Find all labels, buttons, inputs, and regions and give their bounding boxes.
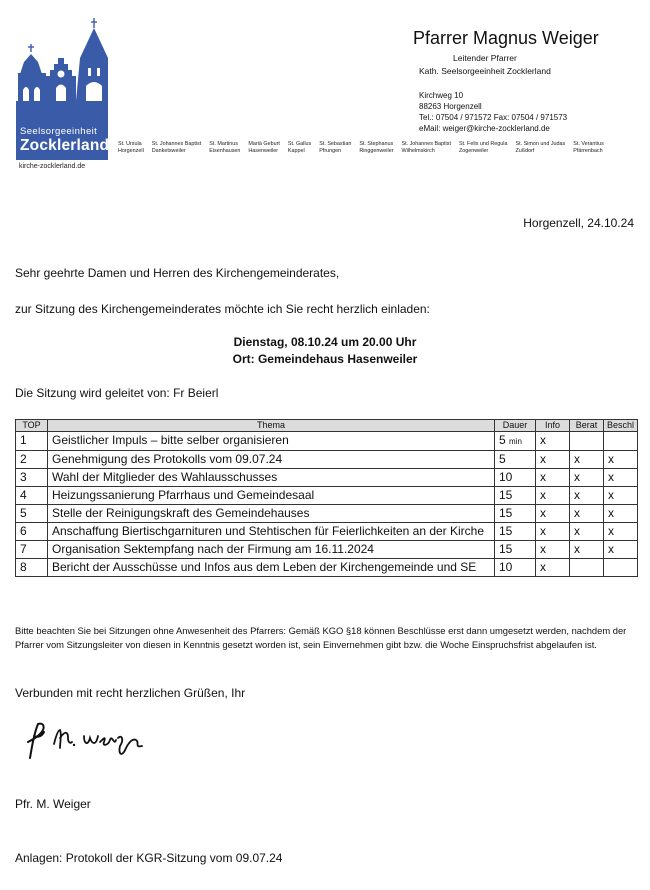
intro-text: zur Sitzung des Kirchengemeinderates möchte ich Sie recht herzlich einladen:: [15, 302, 430, 316]
parish-item: St. Ursula Horgenzell: [118, 141, 144, 154]
cell-berat: x: [569, 541, 603, 559]
handwritten-signature: [24, 718, 154, 769]
website-url: kirche-zocklerland.de: [19, 163, 86, 170]
cell-thema: Heizungssanierung Pfarrhaus und Gemeindesaal: [48, 487, 495, 505]
table-row: [16, 487, 638, 505]
cell-dauer: 10: [494, 469, 535, 487]
table-row: [16, 523, 638, 541]
cell-info: x: [535, 469, 569, 487]
cell-thema: Anschaffung Biertischgarnituren und Stehtischen für Feierlichkeiten an der Kirche: [48, 523, 495, 541]
signer-name: Pfr. M. Weiger: [15, 797, 91, 811]
cell-top: 3: [16, 469, 48, 487]
address-city: 88263 Horgenzell: [419, 102, 482, 111]
parish-item: St. Sebastian Pfrungen: [319, 141, 352, 154]
signature-icon: [24, 718, 154, 764]
header-berat: Berat: [569, 420, 603, 432]
cell-dauer: 15: [494, 523, 535, 541]
cell-info: x: [535, 487, 569, 505]
cell-top: 8: [16, 559, 48, 577]
cell-berat: x: [569, 523, 603, 541]
cell-top: 2: [16, 451, 48, 469]
parish-item: St. Martinus Eisenhausen: [209, 141, 241, 154]
cell-beschl: x: [603, 487, 637, 505]
salutation: Sehr geehrte Damen und Herren des Kirchengemeinderates,: [15, 266, 340, 280]
cell-thema: Genehmigung des Protokolls vom 09.07.24: [48, 451, 495, 469]
table-row: [16, 432, 638, 451]
cell-info: x: [535, 559, 569, 577]
cell-berat: [569, 559, 603, 577]
cell-top: 1: [16, 432, 48, 451]
parish-logo: [16, 18, 108, 160]
cell-info: x: [535, 432, 569, 451]
cell-beschl: x: [603, 523, 637, 541]
meeting-details: [0, 334, 650, 368]
cell-thema: Wahl der Mitglieder des Wahlausschusses: [48, 469, 495, 487]
parish-item: St. Johannes Baptist Danketsweiler: [151, 141, 202, 154]
header-dauer: Dauer: [494, 420, 535, 432]
parish-item: St. Simon und Judas Zußdorf: [515, 141, 566, 154]
cell-info: x: [535, 541, 569, 559]
cell-top: 5: [16, 505, 48, 523]
table-row: [16, 451, 638, 469]
cell-dauer: 10: [494, 559, 535, 577]
logo-text-seelsorgeeinheit: Seelsorgeeinheit: [20, 126, 98, 137]
email-address: eMail: weiger@kirche-zocklerland.de: [419, 124, 550, 133]
cell-berat: x: [569, 505, 603, 523]
header-thema: Thema: [48, 420, 495, 432]
cell-thema: Stelle der Reinigungskraft des Gemeindehauses: [48, 505, 495, 523]
cell-dauer: 15: [494, 505, 535, 523]
cell-dauer: 15: [494, 541, 535, 559]
parish-item: St. Stephanus Ringgenweiler: [359, 141, 394, 154]
cell-beschl: [603, 432, 637, 451]
phone-fax: Tel.: 07504 / 971572 Fax: 07504 / 971573: [419, 113, 568, 122]
sender-address: [419, 90, 567, 134]
attachments-line: Anlagen: Protokoll der KGR-Sitzung vom 09.07.24: [15, 851, 283, 865]
letter-date: Horgenzell, 24.10.24: [523, 216, 634, 230]
address-street: Kirchweg 10: [419, 91, 464, 100]
cell-info: x: [535, 505, 569, 523]
sender-block: [413, 28, 599, 76]
cell-dauer: 5: [494, 451, 535, 469]
header-info: Info: [535, 420, 569, 432]
cell-beschl: x: [603, 451, 637, 469]
cell-dauer: 15: [494, 487, 535, 505]
sender-name: Pfarrer Magnus Weiger: [413, 28, 599, 48]
cell-dauer: 5 min: [494, 432, 535, 451]
cell-beschl: x: [603, 469, 637, 487]
parish-item: St. Felix und Regula Zogenweiler: [458, 141, 508, 154]
cell-top: 7: [16, 541, 48, 559]
header-top: TOP: [16, 420, 48, 432]
meeting-date: Dienstag, 08.10.24 um 20.00 Uhr: [233, 335, 417, 349]
cell-beschl: x: [603, 505, 637, 523]
cell-thema: Organisation Sektempfang nach der Firmung am 16.11.2024: [48, 541, 495, 559]
kgo-note: Bitte beachten Sie bei Sitzungen ohne Anwesenheit des Pfarrers: Gemäß KGO §18 können Beschlüsse erst dann umgesetzt werden, nachdem der Pfarrer vom Sitzungsleiter von diesen in Kenntnis gesetzt worden ist, sein Einvernehmen gibt bzw. die Woche Einspruchsfrist abgelaufen ist.: [15, 625, 627, 650]
sender-organization: Kath. Seelsorgeeinheit Zocklerland: [419, 66, 551, 76]
cell-thema: Geistlicher Impuls – bitte selber organisieren: [48, 432, 495, 451]
cell-berat: x: [569, 469, 603, 487]
parish-item: Mariä Geburt Hasenweiler: [248, 141, 280, 154]
cell-beschl: x: [603, 541, 637, 559]
cell-beschl: [603, 559, 637, 577]
sender-role: Leitender Pfarrer: [453, 53, 517, 63]
table-row: [16, 469, 638, 487]
logo-text-zocklerland: Zocklerland: [20, 137, 110, 154]
table-row: [16, 505, 638, 523]
parish-list: [118, 141, 604, 155]
meeting-place: Ort: Gemeindehaus Hasenweiler: [232, 352, 418, 366]
cell-info: x: [535, 523, 569, 541]
cell-info: x: [535, 451, 569, 469]
header-beschl: Beschl: [603, 420, 637, 432]
cell-berat: [569, 432, 603, 451]
cell-berat: x: [569, 487, 603, 505]
cell-top: 6: [16, 523, 48, 541]
closing-phrase: Verbunden mit recht herzlichen Grüßen, Ihr: [15, 686, 246, 700]
duration-unit: min: [509, 437, 522, 446]
table-row: [16, 541, 638, 559]
parish-item: St. Johannes Baptist Wilhelmskirch: [401, 141, 451, 154]
parish-item: St. Verantius Pfärrenbach: [573, 141, 604, 154]
agenda-table: [15, 419, 638, 577]
cell-top: 4: [16, 487, 48, 505]
table-header-row: [16, 420, 638, 432]
cell-berat: x: [569, 451, 603, 469]
meeting-chair: Die Sitzung wird geleitet von: Fr Beierl: [15, 386, 219, 400]
table-row: [16, 559, 638, 577]
cell-thema: Bericht der Ausschüsse und Infos aus dem Leben der Kirchengemeinde und SE: [48, 559, 495, 577]
parish-item: St. Gallus Kappel: [287, 141, 312, 154]
